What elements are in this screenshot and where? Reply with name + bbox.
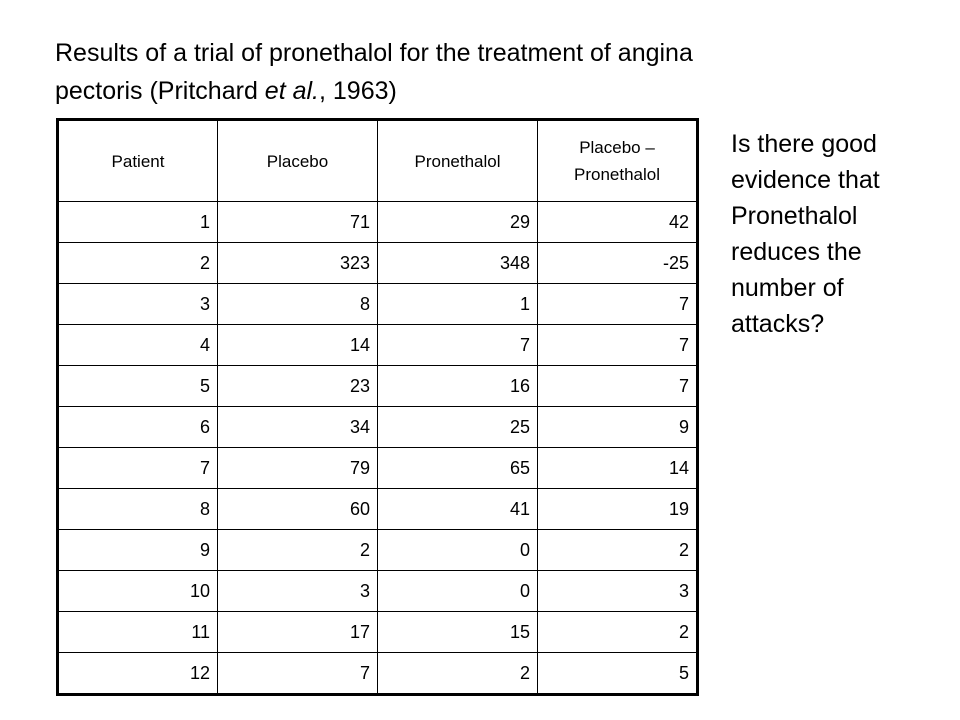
cell-pronethalol: 0: [378, 530, 538, 571]
header-difference: Placebo – Pronethalol: [538, 120, 698, 202]
table-row: [58, 571, 698, 612]
table-row: [58, 366, 698, 407]
cell-difference: 14: [538, 448, 698, 489]
title-line-2-suffix: , 1963): [319, 77, 397, 105]
cell-difference: 5: [538, 653, 698, 695]
header-patient: Patient: [58, 120, 218, 202]
trial-results-table: [56, 118, 699, 696]
cell-placebo: 71: [218, 202, 378, 243]
cell-placebo: 8: [218, 284, 378, 325]
table-row: [58, 202, 698, 243]
cell-difference: 3: [538, 571, 698, 612]
cell-patient: 11: [58, 612, 218, 653]
cell-patient: 1: [58, 202, 218, 243]
cell-pronethalol: 29: [378, 202, 538, 243]
cell-pronethalol: 0: [378, 571, 538, 612]
table-row: [58, 489, 698, 530]
title-line-2-prefix: pectoris (Pritchard: [55, 77, 265, 105]
table-row: [58, 612, 698, 653]
cell-pronethalol: 65: [378, 448, 538, 489]
table-row: [58, 243, 698, 284]
cell-patient: 2: [58, 243, 218, 284]
cell-difference: 7: [538, 284, 698, 325]
cell-patient: 6: [58, 407, 218, 448]
table-header-row: [58, 120, 698, 202]
cell-placebo: 23: [218, 366, 378, 407]
cell-pronethalol: 7: [378, 325, 538, 366]
table-row: [58, 653, 698, 695]
table-body: [58, 202, 698, 695]
cell-difference: 2: [538, 612, 698, 653]
question-text: Is there good evidence that Pronethalol reduces the number of attacks?: [731, 130, 880, 338]
cell-difference: 2: [538, 530, 698, 571]
cell-pronethalol: 25: [378, 407, 538, 448]
cell-patient: 10: [58, 571, 218, 612]
cell-difference: 7: [538, 366, 698, 407]
cell-placebo: 2: [218, 530, 378, 571]
cell-pronethalol: 41: [378, 489, 538, 530]
title-italic-et-al: et al.: [264, 77, 319, 105]
cell-difference: 9: [538, 407, 698, 448]
cell-placebo: 17: [218, 612, 378, 653]
table-row: [58, 325, 698, 366]
cell-difference: 19: [538, 489, 698, 530]
cell-pronethalol: 16: [378, 366, 538, 407]
cell-patient: 12: [58, 653, 218, 695]
cell-placebo: 3: [218, 571, 378, 612]
table-row: [58, 407, 698, 448]
cell-pronethalol: 348: [378, 243, 538, 284]
cell-placebo: 323: [218, 243, 378, 284]
cell-pronethalol: 15: [378, 612, 538, 653]
title-line-1: Results of a trial of pronethalol for the treatment of angina: [55, 39, 693, 67]
table-row: [58, 284, 698, 325]
cell-difference: 7: [538, 325, 698, 366]
cell-placebo: 7: [218, 653, 378, 695]
table-row: [58, 530, 698, 571]
cell-patient: 3: [58, 284, 218, 325]
cell-placebo: 14: [218, 325, 378, 366]
cell-pronethalol: 1: [378, 284, 538, 325]
cell-patient: 5: [58, 366, 218, 407]
cell-placebo: 34: [218, 407, 378, 448]
table-row: [58, 448, 698, 489]
cell-placebo: 60: [218, 489, 378, 530]
header-pronethalol: Pronethalol: [378, 120, 538, 202]
cell-patient: 4: [58, 325, 218, 366]
cell-difference: -25: [538, 243, 698, 284]
cell-pronethalol: 2: [378, 653, 538, 695]
cell-patient: 7: [58, 448, 218, 489]
header-placebo: Placebo: [218, 120, 378, 202]
slide-title: [55, 34, 895, 110]
cell-difference: 42: [538, 202, 698, 243]
cell-placebo: 79: [218, 448, 378, 489]
cell-patient: 8: [58, 489, 218, 530]
cell-patient: 9: [58, 530, 218, 571]
